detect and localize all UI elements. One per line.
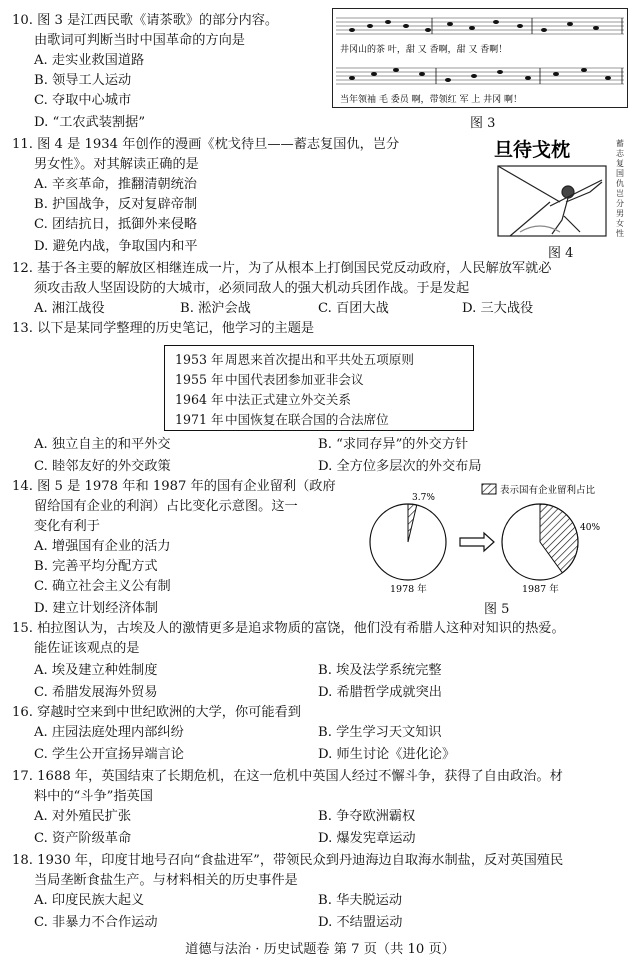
q18-option-d[interactable]: D. 不结盟运动	[318, 915, 403, 930]
q16-option-c[interactable]: C. 学生公开宣扬异端言论	[34, 747, 184, 762]
q13-option-c[interactable]: C. 睦邻友好的外交政策	[34, 459, 171, 474]
q11-option-b[interactable]: B. 护国战争，反对复辟帝制	[34, 197, 198, 212]
q12-option-a[interactable]: A. 湘江战役	[34, 301, 105, 316]
legend-swatch	[482, 484, 496, 494]
q13-notes-box	[164, 345, 474, 431]
q17-option-d[interactable]: D. 爆发宪章运动	[318, 831, 416, 846]
q16-option-b[interactable]: B. 学生学习天文知识	[318, 725, 442, 740]
pct-1987: 40%	[580, 523, 601, 533]
q18-option-c[interactable]: C. 非暴力不合作运动	[34, 915, 158, 930]
q12-option-d[interactable]: D. 三大战役	[462, 301, 534, 316]
q12-option-b[interactable]: B. 淞沪会战	[180, 301, 251, 316]
figure-4-caption: 图 4	[548, 246, 574, 261]
q11-option-c[interactable]: C. 团结抗日，抵御外来侵略	[34, 217, 198, 232]
cartoon-title: 旦待戈枕	[494, 139, 571, 161]
note-row: 1971 年中国恢复在联合国的合法席位	[175, 412, 389, 427]
arrow	[460, 533, 494, 551]
q14-option-b[interactable]: B. 完善平均分配方式	[34, 559, 158, 574]
q16-option-a[interactable]: A. 庄园法庭处理内部纠纷	[34, 725, 184, 740]
q15-option-b[interactable]: B. 埃及法学系统完整	[318, 663, 442, 678]
q11-stem-line1: 11. 图 4 是 1934 年创作的漫画《枕戈待旦——蓄志复国仇，岂分	[12, 137, 400, 152]
q15-stem-line1: 15. 柏拉图认为，古埃及人的激情更多是追求物质的富饶，他们没有希腊人这种对知识的热爱。	[12, 621, 565, 636]
q18-option-a[interactable]: A. 印度民族大起义	[34, 893, 145, 908]
q10-option-d[interactable]: D. “工农武装割据”	[34, 115, 146, 130]
q12-stem-line1: 12. 基于各主要的解放区相继连成一片，为了从根本上打倒国民党反动政府，人民解放军就必	[12, 261, 552, 276]
pct-1978: 3.7%	[412, 493, 435, 503]
figure-4-cartoon	[490, 132, 628, 240]
q17-stem-line1: 17. 1688 年，英国结束了长期危机，在这一危机中英国人经过不懈斗争，获得了自由政治。材	[12, 769, 563, 784]
q11-option-a[interactable]: A. 辛亥革命，推翻清朝统治	[34, 177, 197, 192]
q13-option-b[interactable]: B. “求同存异”的外交方针	[318, 437, 469, 452]
figure-3-caption: 图 3	[470, 116, 496, 131]
q18-option-b[interactable]: B. 华夫脱运动	[318, 893, 403, 908]
q14-option-a[interactable]: A. 增强国有企业的活力	[34, 539, 171, 554]
figure-5-pie-charts	[360, 480, 632, 600]
q15-option-a[interactable]: A. 埃及建立种姓制度	[34, 663, 158, 678]
label-1978: 1978 年	[390, 584, 427, 595]
figure-3-sheet-music	[332, 8, 628, 108]
cartoon-side-text: 蓄志复 国仇岂 分男女 性	[616, 139, 624, 238]
q14-option-d[interactable]: D. 建立计划经济体制	[34, 601, 158, 616]
q16-option-d[interactable]: D. 师生讨论《进化论》	[318, 747, 456, 762]
q12-stem-line2: 须攻击敌人坚固设防的大城市，必须同敌人的强大机动兵团作战。于是发起	[34, 281, 470, 296]
q14-option-c[interactable]: C. 确立社会主义公有制	[34, 579, 171, 594]
q15-stem-line2: 能佐证该观点的是	[34, 641, 140, 656]
q13-stem: 13. 以下是某同学整理的历史笔记，他学习的主题是	[12, 321, 315, 336]
note-row: 1964 年中法正式建立外交关系	[175, 392, 351, 407]
q18-stem-line2: 当局垄断食盐生产。与材料相关的历史事件是	[34, 873, 298, 888]
q15-option-c[interactable]: C. 希腊发展海外贸易	[34, 685, 158, 700]
q13-option-d[interactable]: D. 全方位多层次的外交布局	[318, 459, 482, 474]
q10-stem-line2: 由歌词可判断当时中国革命的方向是	[34, 33, 245, 48]
figure-5-caption: 图 5	[484, 602, 510, 617]
q14-stem-line2: 留给国有企业的利润）占比变化示意图。这一	[34, 499, 298, 514]
q14-stem-line3: 变化有利于	[34, 519, 100, 534]
q17-stem-line2: 料中的“斗争”指英国	[34, 789, 153, 804]
q15-option-d[interactable]: D. 希腊哲学成就突出	[318, 685, 442, 700]
q18-stem-line1: 18. 1930 年，印度甘地号召向“食盐进军”，带领民众到丹迪海边自取海水制盐，反对英国殖民	[12, 853, 564, 868]
q10-option-a[interactable]: A. 走实业救国道路	[34, 53, 145, 68]
q12-option-c[interactable]: C. 百团大战	[318, 301, 389, 316]
lyrics-line2: 当年领袖 毛 委员 啊，带领红 军 上 井冈 啊！	[340, 95, 523, 105]
q17-option-c[interactable]: C. 资产阶级革命	[34, 831, 132, 846]
q16-stem: 16. 穿越时空来到中世纪欧洲的大学，你可能看到	[12, 705, 301, 720]
legend-label: 表示国有企业留利占比	[500, 485, 596, 496]
q11-stem-line2: 男女性》。对其解读正确的是	[34, 157, 199, 172]
q10-stem-line1: 10. 图 3 是江西民歌《请茶歌》的部分内容。	[12, 13, 279, 28]
note-row: 1953 年周恩来首次提出和平共处五项原则	[175, 352, 414, 367]
q17-option-a[interactable]: A. 对外殖民扩张	[34, 809, 132, 824]
note-row: 1955 年中国代表团参加亚非会议	[175, 372, 364, 387]
page-footer: 道德与法治 · 历史试题卷 第 7 页（共 10 页）	[185, 942, 455, 957]
q10-option-c[interactable]: C. 夺取中心城市	[34, 93, 132, 108]
q13-option-a[interactable]: A. 独立自主的和平外交	[34, 437, 171, 452]
q14-stem-line1: 14. 图 5 是 1978 年和 1987 年的国有企业留利（政府	[12, 479, 336, 494]
q10-option-b[interactable]: B. 领导工人运动	[34, 73, 132, 88]
lyrics-line1: 井冈山的茶 叶，甜 又 香啊，甜 又 香啊！	[340, 45, 508, 55]
q17-option-b[interactable]: B. 争夺欧洲霸权	[318, 809, 416, 824]
q11-option-d[interactable]: D. 避免内战，争取国内和平	[34, 239, 198, 254]
label-1987: 1987 年	[522, 584, 559, 595]
